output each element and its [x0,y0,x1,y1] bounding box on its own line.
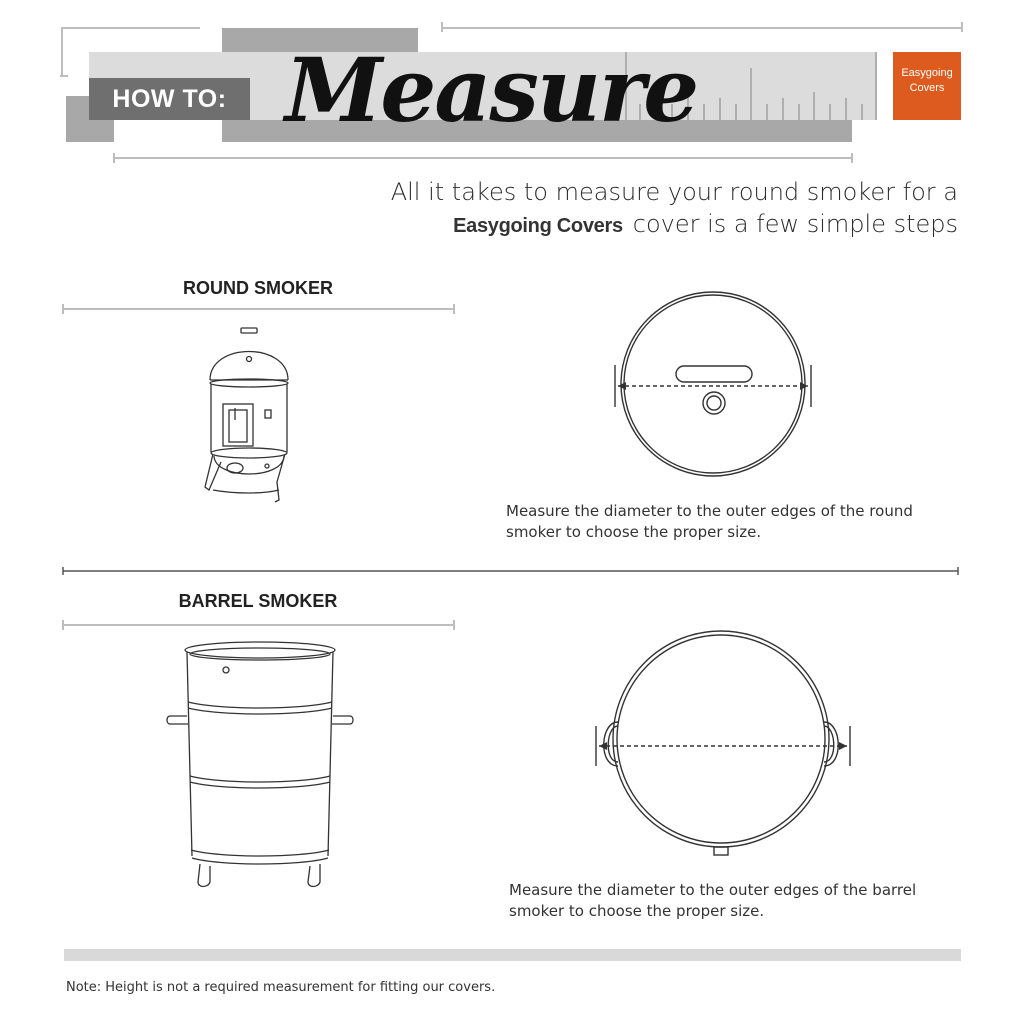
howto-label: HOW TO: [112,85,227,113]
caption-barrel-smoker: Measure the diameter to the outer edges of the barrel smoker to choose the proper size. [509,881,917,920]
caption-round-smoker: Measure the diameter to the outer edges of the round smoker to choose the proper size. [506,502,913,541]
brand-logo-line-1: Easygoing [901,67,953,79]
barrel-smoker-illustration [160,636,360,892]
footer-bar [64,949,961,961]
section-title-round-smoker: ROUND SMOKER [182,278,333,298]
section-title-barrel-smoker: BARREL SMOKER [178,591,338,611]
barrel-smoker-top-view [588,626,858,862]
intro-line-1: All it takes to measure your round smoker for a [390,178,958,206]
brand-inline-logo: Easygoing Covers [453,215,623,237]
section-rule-barrel [60,616,460,632]
section-rule-round [60,300,460,316]
intro-text [338,176,958,242]
page-title: Measure [285,38,698,142]
section-divider [60,564,964,578]
round-smoker-top-view [610,288,820,483]
intro-line-2-rest: cover is a few simple steps [632,210,958,238]
footer-note: Note: Height is not a required measurement for fitting our covers. [66,980,496,995]
brand-logo-text [893,66,961,96]
intro-line-2 [338,208,958,242]
round-smoker-illustration [195,322,305,512]
brand-logo-line-2: Covers [909,82,945,94]
